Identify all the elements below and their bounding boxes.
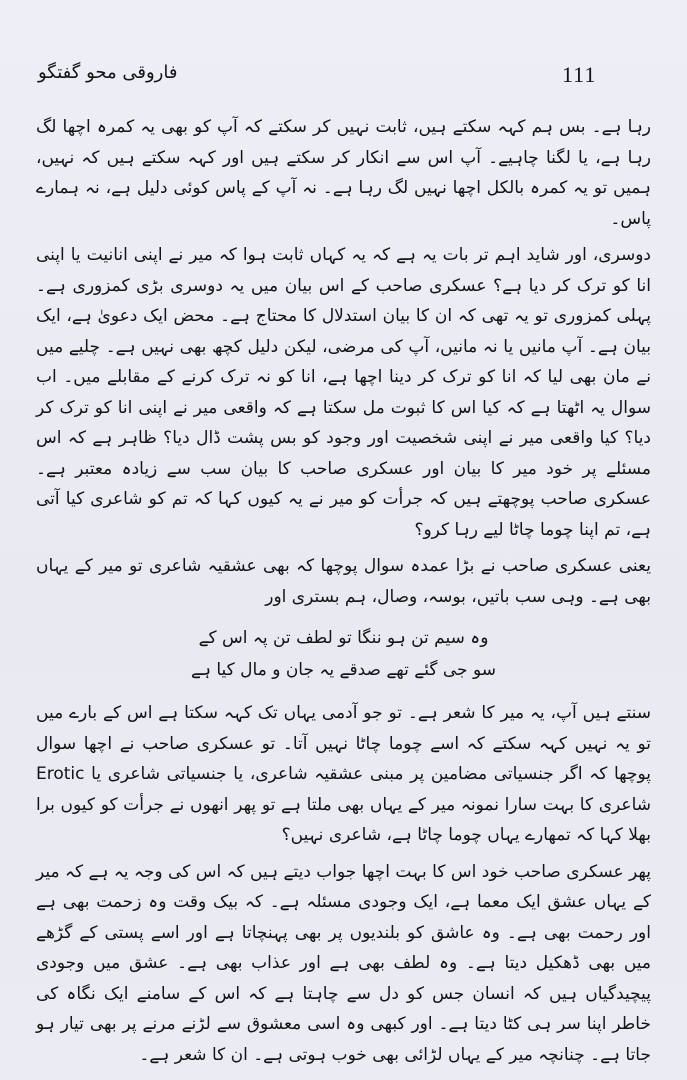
page-number: 111 xyxy=(562,62,597,87)
paragraph-5: پھر عسکری صاحب خود اس کا بہت اچھا جواب دیتے ہیں کہ اس کی وجہ یہ ہے کہ میر کے یہاں عشق ایک معما ہے، ایک وجودی مسئلہ ہے۔ کہ بیک وقت وہ زحمت بھی ہے اور رحمت بھی ہے۔ وہ عاشق کو بلندیوں پر بھی پہنچاتا ہے اور اسے پستی کے گڑھے میں بھی ڈھکیل دیتا ہے۔ وہ لطف بھی ہے اور عذاب بھی ہے۔ عشق میں وجودی پیچیدگیاں ہیں کہ انسان جس کو دل سے چاہتا ہے کہ اس کے سامنے ایک نگاہ کی خاطر اپنا سر ہی کٹا دیتا ہے۔ اور کبھی وہ اسی معشوق سے لڑنے مرنے پر بھی تیار ہو جاتا ہے۔ چنانچہ میر کے یہاں لڑائی بھی خوب ہوتی ہے۔ ان کا شعر ہے۔ xyxy=(36,861,651,1065)
body-text xyxy=(36,112,651,1070)
verse-couplet xyxy=(36,622,651,686)
paragraph-4: سنتے ہیں آپ، یہ میر کا شعر ہے۔ تو جو آدمی یہاں تک کہہ سکتا ہے اس کے بارے میں تو یہ نہیں کہہ سکتے کہ اسے چوما چاٹا نہیں آتا۔ تو عسکری صاحب نے اچھا سوال پوچھا کہ اگر جنسیاتی مضامین پر مبنی عشقیہ شاعری، یا جنسیاتی شاعری یا Erotic شاعری کا بہت سارا نمونہ میر کے یہاں بھی ملتا ہے تو پھر انھوں نے جرأت کو کیوں برا بھلا کہا کہ تمھارے یہاں چوما چاٹا ہے، شاعری نہیں؟ xyxy=(36,703,651,845)
verse-line-2: سو جی گئے تھے صدقے یہ جان و مال کیا ہے xyxy=(191,660,496,680)
paragraph-3: یعنی عسکری صاحب نے بڑا عمدہ سوال پوچھا کہ بھی عشقیہ شاعری تو میر کے یہاں بھی ہے۔ وہی سب باتیں، بوسہ، وصال، ہم بستری اور xyxy=(36,556,651,607)
paragraph-1: رہا ہے۔ بس ہم کہہ سکتے ہیں، ثابت نہیں کر سکتے کہ آپ کو بھی یہ کمرہ اچھا لگ رہا ہے، یا لگنا چاہیے۔ آپ اس سے انکار کر سکتے ہیں اور کہہ سکتے ہیں کہ نہیں، ہمیں تو یہ کمرہ بالکل اچھا نہیں لگ رہا ہے۔ نہ آپ کے پاس کوئی دلیل ہے، نہ ہمارے پاس۔ xyxy=(36,117,651,229)
paragraph-2: دوسری، اور شاید اہم تر بات یہ ہے کہ یہ کہاں ثابت ہوا کہ میر نے اپنی انانیت یا اپنی انا کو ترک کر دیا ہے؟ عسکری صاحب کے اس بیان میں یہ دوسری بڑی کمزوری ہے۔ پہلی کمزوری تو یہ تھی کہ ان کا بیان استدلال کا محتاج ہے۔ محض ایک دعویٰ ہے، ایک بیان ہے۔ آپ مانیں یا نہ مانیں، آپ کی مرضی، لیکن دلیل کچھ بھی نہیں ہے۔ چلیے میں نے مان بھی لیا کہ انا کو ترک کر دینا اچھا ہے، انا کو نہ ترک کرنے کے مقابلے میں۔ اب سوال یہ اٹھتا ہے کہ کیا اس کا ثبوت مل سکتا ہے کہ واقعی میر نے اپنی انا کو ترک کر دیا؟ کیا واقعی میر نے اپنی شخصیت اور وجود کو بس پشت ڈال دیا؟ ظاہر ہے کہ اس مسئلے پر خود میر کا بیان اور عسکری صاحب کا بیان سب سے زیادہ معتبر ہے۔ عسکری صاحب پوچھتے ہیں کہ جرأت کو میر نے یہ کیوں کہا کہ تم کو شاعری کیا آتی ہے، تم اپنا چوما چاٹا لیے رہا کرو؟ xyxy=(36,245,651,540)
page-header xyxy=(0,62,687,102)
running-title: فاروقی محو گفتگو xyxy=(38,62,178,83)
verse-line-1: وہ سیم تن ہو ننگا تو لطف تن پہ اس کے xyxy=(198,628,489,648)
